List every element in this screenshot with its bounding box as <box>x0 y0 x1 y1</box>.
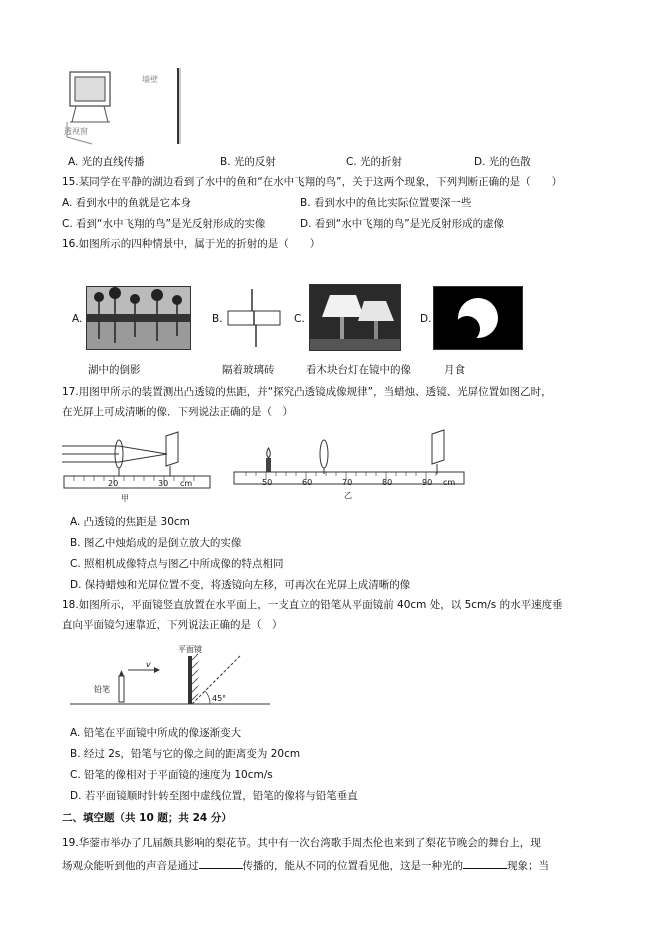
q14-option-a: A. 光的直线传播 <box>68 156 145 168</box>
q17-figure-a <box>62 426 212 502</box>
q18-option-d: D. 若平面镜顺时针转至图中虚线位置，铅笔的像将与铅笔垂直 <box>70 790 358 802</box>
q17-fig-b-tick-cm: cm <box>443 478 456 487</box>
q18-option-a: A. 铅笔在平面镜中所成的像逐渐变大 <box>70 727 242 739</box>
q16-caption-c: 看木块台灯在镜中的像 <box>306 364 411 376</box>
q17-fig-a-tick-20: 20 <box>108 479 119 488</box>
q19-text-2c: 现象；当 <box>507 860 549 872</box>
q17-option-b: B. 图乙中烛焰成的是倒立放大的实像 <box>70 537 242 549</box>
q18-stem-1: 18.如图所示，平面镜竖直放置在水平面上，一支直立的铅笔从平面镜前 40cm 处，以 5cm/s 的水平速度垂 <box>62 599 563 611</box>
q19-text-2a: 场观众能听到他的声音是通过 <box>62 860 199 872</box>
q15-option-d: D. 看到“水中飞翔的鸟”是光反射形成的虚像 <box>300 218 505 230</box>
q16-letter-b: B. <box>212 313 223 325</box>
q16-stem: 16.如图所示的四种情景中，属于光的折射的是（ ） <box>62 238 321 250</box>
q17-option-a: A. 凸透镜的焦距是 30cm <box>70 516 190 528</box>
q17-fig-a-tick-30: 30 <box>158 479 169 488</box>
q15-option-c: C. 看到“水中飞翔的鸟”是光反射形成的实像 <box>62 218 266 230</box>
q16-photo-lamp-mirror <box>309 284 401 351</box>
q17-fig-b-tick-90: 90 <box>422 478 433 487</box>
q18-fig-pencil-label: 铅笔 <box>94 685 110 694</box>
q19-blank-2[interactable] <box>463 858 507 869</box>
q18-fig-angle-label: 45° <box>212 694 227 703</box>
q16-caption-a: 湖中的倒影 <box>88 364 141 376</box>
q17-fig-b-tick-50: 50 <box>262 478 273 487</box>
q17-fig-a-label: 甲 <box>121 494 129 503</box>
q15-option-b: B. 看到水中的鱼比实际位置要深一些 <box>300 197 472 209</box>
q15-stem: 15.某同学在平静的湖边看到了水中的鱼和“在水中飞翔的鸟”，关于这两个现象，下列判断正确的是（ ） <box>62 176 563 188</box>
q14-label-wall: 墙壁 <box>142 75 158 84</box>
q16-caption-d: 月食 <box>444 364 465 376</box>
q14-label-cam: 透视窗 <box>64 127 88 136</box>
q16-caption-b: 隔着玻璃砖 <box>222 364 275 376</box>
q19-text-2b: 传播的，能从不同的位置看见他，这是一种光的 <box>242 860 463 872</box>
q15-option-a: A. 看到水中的鱼就是它本身 <box>62 197 192 209</box>
q17-fig-a-tick-cm: cm <box>180 479 193 488</box>
q16-letter-a: A. <box>72 313 83 325</box>
q16-photo-lake-reflection <box>86 286 191 350</box>
q18-fig-v-label: v <box>146 660 151 669</box>
q14-option-c: C. 光的折射 <box>346 156 403 168</box>
q19-text-1: 19.华蓥市举办了几届颇具影响的梨花节。其中有一次台湾歌手周杰伦也来到了梨花节晚会的舞台上，现 <box>62 837 541 849</box>
q18-option-c: C. 铅笔的像相对于平面镜的速度为 10cm/s <box>70 769 273 781</box>
q17-fig-b-tick-80: 80 <box>382 478 393 487</box>
q18-option-b: B. 经过 2s，铅笔与它的像之间的距离变为 20cm <box>70 748 301 760</box>
q17-stem-1: 17.用图甲所示的装置测出凸透镜的焦距，并“探究凸透镜成像规律”，当蜡烛、透镜、光屏位置如图乙时， <box>62 386 552 398</box>
q17-fig-b-tick-60: 60 <box>302 478 313 487</box>
q17-option-c: C. 照相机成像特点与图乙中所成像的特点相同 <box>70 558 284 570</box>
q16-letter-c: C. <box>294 313 305 325</box>
q19-blank-1[interactable] <box>199 858 243 869</box>
q17-fig-b-tick-70: 70 <box>342 478 353 487</box>
q19-text-2 <box>62 858 549 873</box>
q14-option-d: D. 光的色散 <box>474 156 531 168</box>
q14-option-b: B. 光的反射 <box>220 156 276 168</box>
q17-option-d: D. 保持蜡烛和光屏位置不变，将透镜向左移，可再次在光屏上成清晰的像 <box>70 579 411 591</box>
q16-letter-d: D. <box>420 313 432 325</box>
q18-figure <box>70 640 270 708</box>
q18-fig-mirror-label: 平面镜 <box>178 645 202 654</box>
q17-fig-b-label: 乙 <box>344 491 352 500</box>
q16-photo-eclipse <box>433 286 523 350</box>
q18-stem-2: 直向平面镜匀速靠近，下列说法正确的是（ ） <box>62 619 283 631</box>
section-title-fill-blank: 二、填空题（共 10 题；共 24 分） <box>62 812 232 824</box>
q17-stem-2: 在光屏上可成清晰的像．下列说法正确的是（ ） <box>62 406 293 418</box>
q16-figure-glass-brick <box>224 289 284 347</box>
